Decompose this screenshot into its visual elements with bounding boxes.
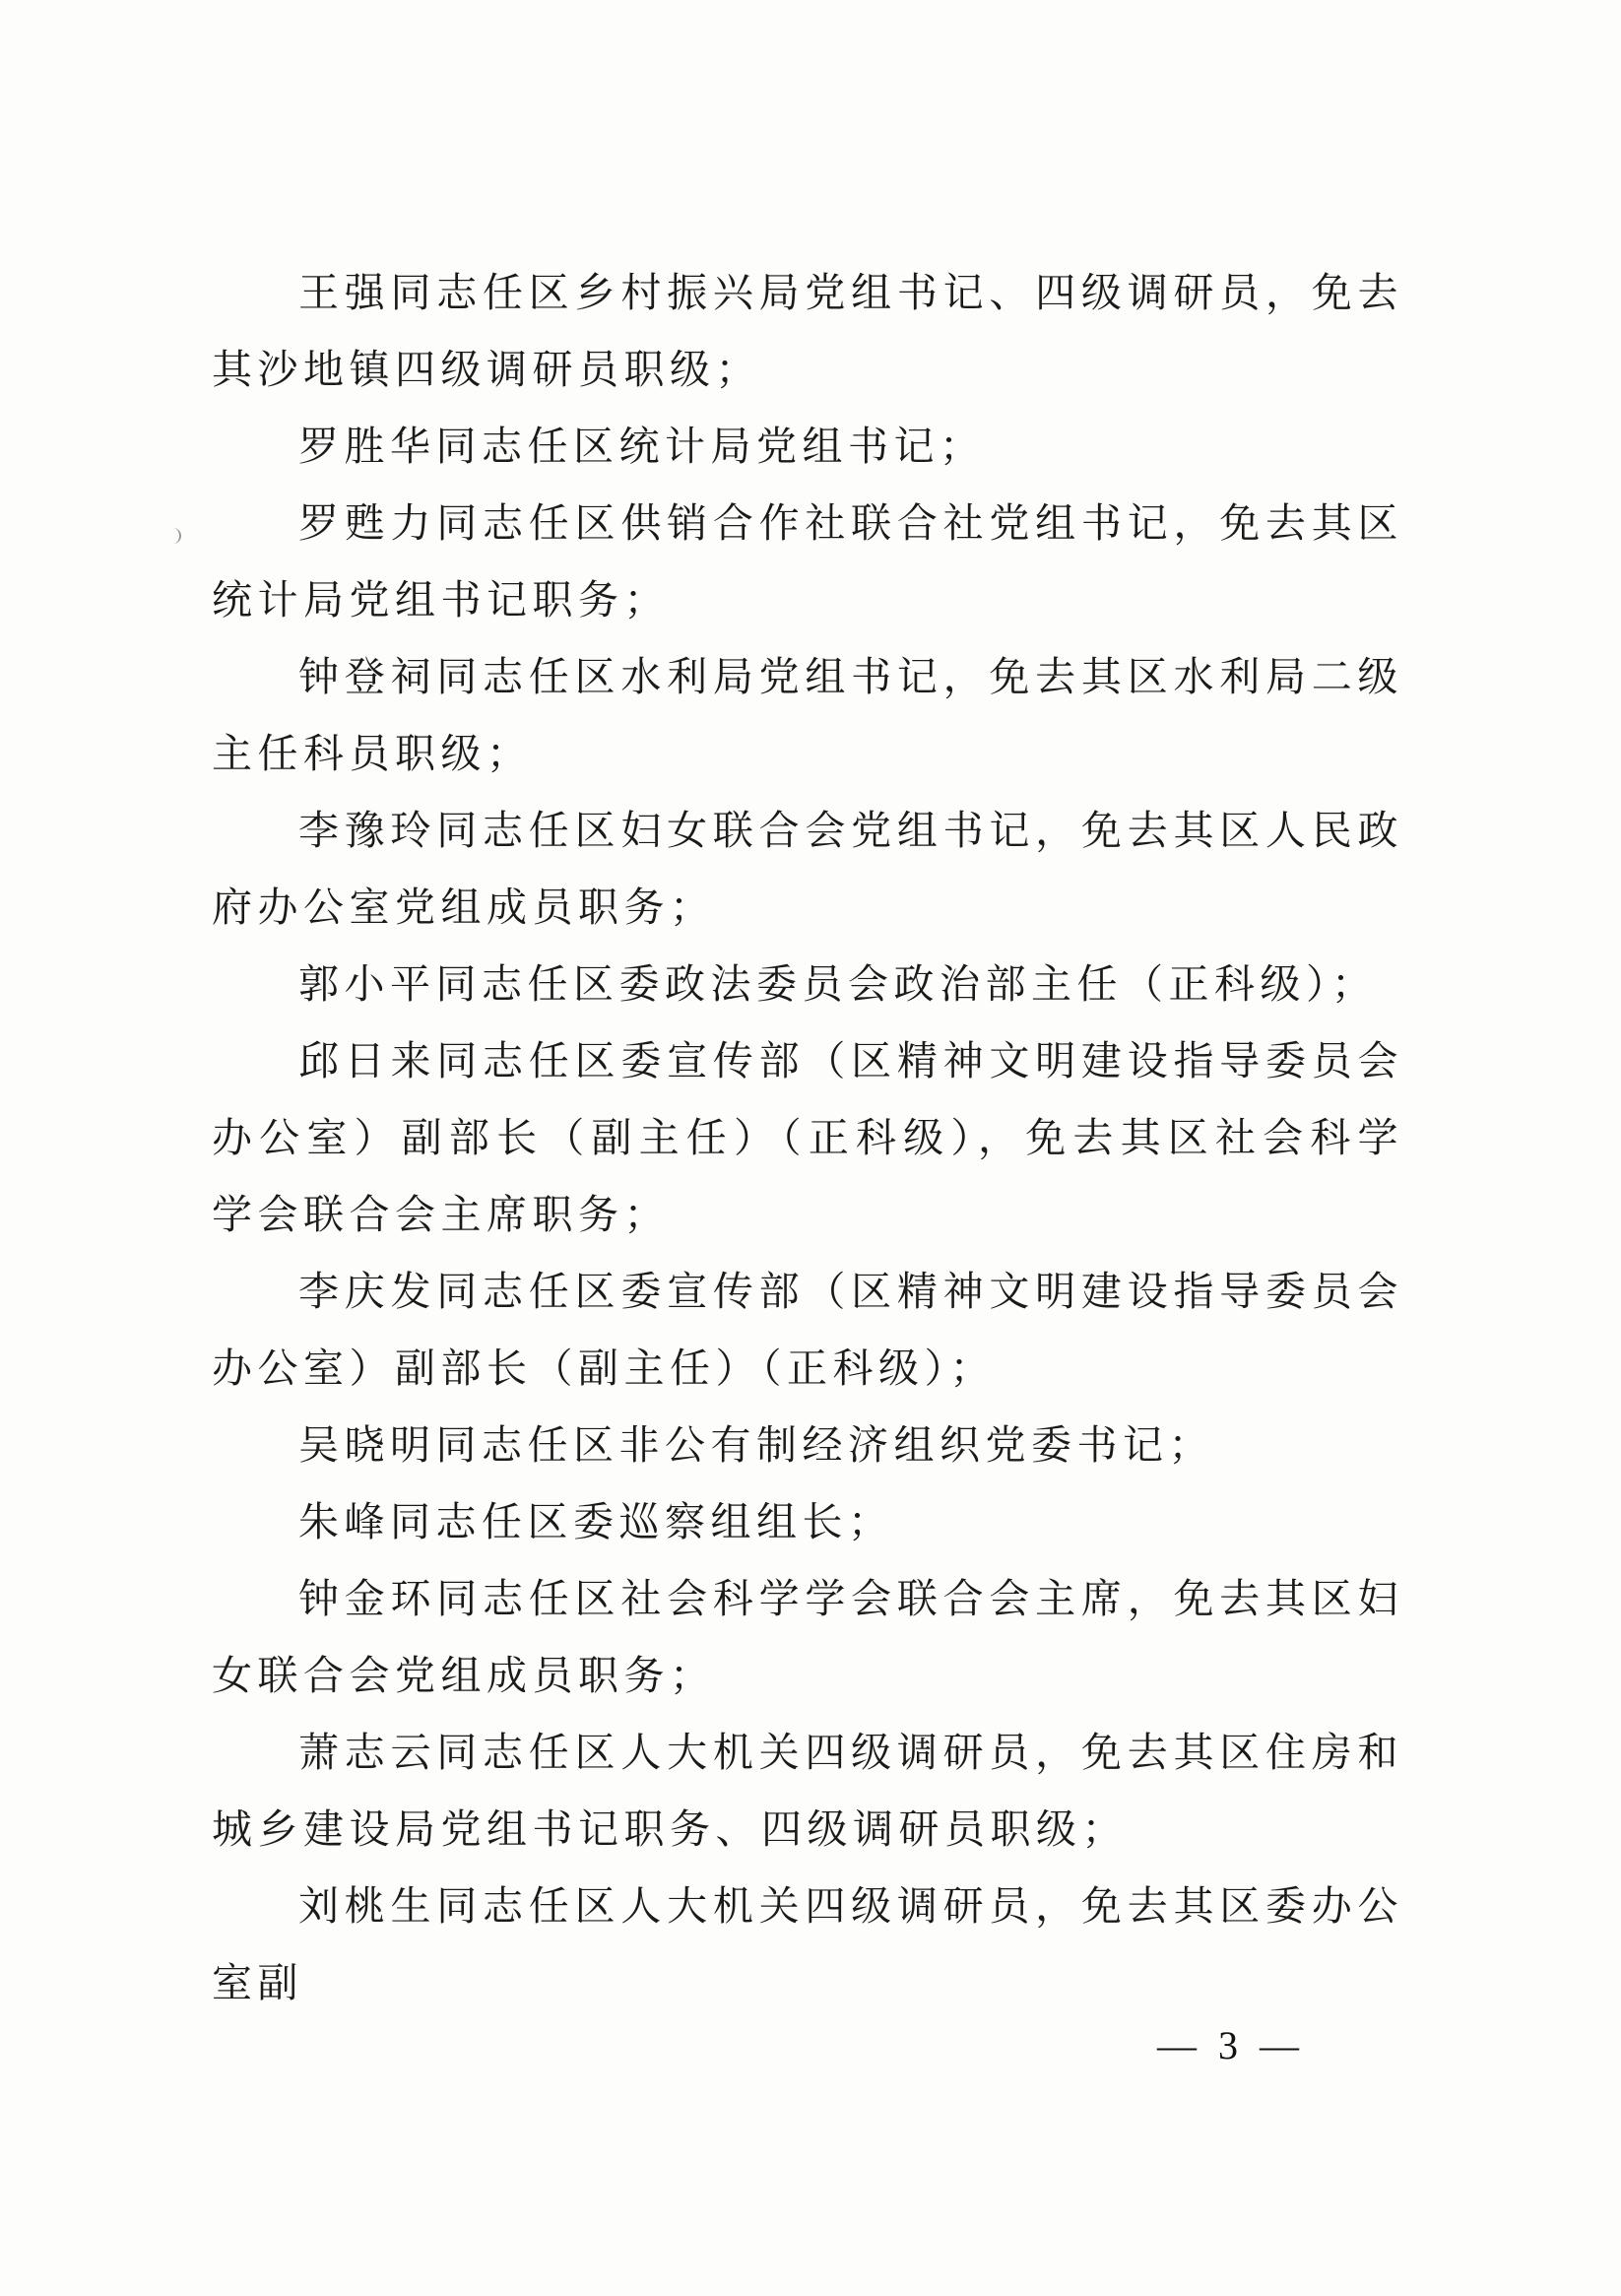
paragraph: 李豫玲同志任区妇女联合会党组书记，免去其区人民政府办公室党组成员职务； — [212, 807, 1403, 931]
paragraph: 李庆发同志任区委宣传部（区精神文明建设指导委员会办公室）副部长（副主任）（正科级）； — [212, 1268, 1403, 1392]
paragraph: 萧志云同志任区人大机关四级调研员，免去其区住房和城乡建设局党组书记职务、四级调研员职级； — [212, 1729, 1403, 1853]
paragraph: 吴晓明同志任区非公有制经济组织党委书记； — [298, 1421, 1214, 1469]
page-number: — 3 — — [1157, 2023, 1305, 2067]
paragraph: 罗胜华同志任区统计局党组书记； — [298, 423, 986, 470]
paragraph: 钟金环同志任区社会科学学会联合会主席，免去其区妇女联合会党组成员职务； — [212, 1575, 1403, 1699]
paragraph: 邱日来同志任区委宣传部（区精神文明建设指导委员会办公室）副部长（副主任）（正科级），免去其区社会科学学会联合会主席职务； — [212, 1037, 1403, 1238]
paragraph: 郭小平同志任区委政法委员会政治部主任（正科级）； — [298, 960, 1378, 1008]
paragraph: 罗甦力同志任区供销合作社联合社党组书记，免去其区统计局党组书记职务； — [212, 499, 1403, 623]
paragraph: 钟登祠同志任区水利局党组书记，免去其区水利局二级主任科员职级； — [212, 653, 1403, 777]
paragraph: 刘桃生同志任区人大机关四级调研员，免去其区委办公室副 — [212, 1882, 1403, 2006]
paragraph: 朱峰同志任区委巡察组组长； — [298, 1498, 894, 1545]
document-body — [212, 254, 1403, 2021]
paragraph: 王强同志任区乡村振兴局党组书记、四级调研员，免去其沙地镇四级调研员职级； — [212, 269, 1403, 393]
binding-mark — [173, 528, 181, 544]
